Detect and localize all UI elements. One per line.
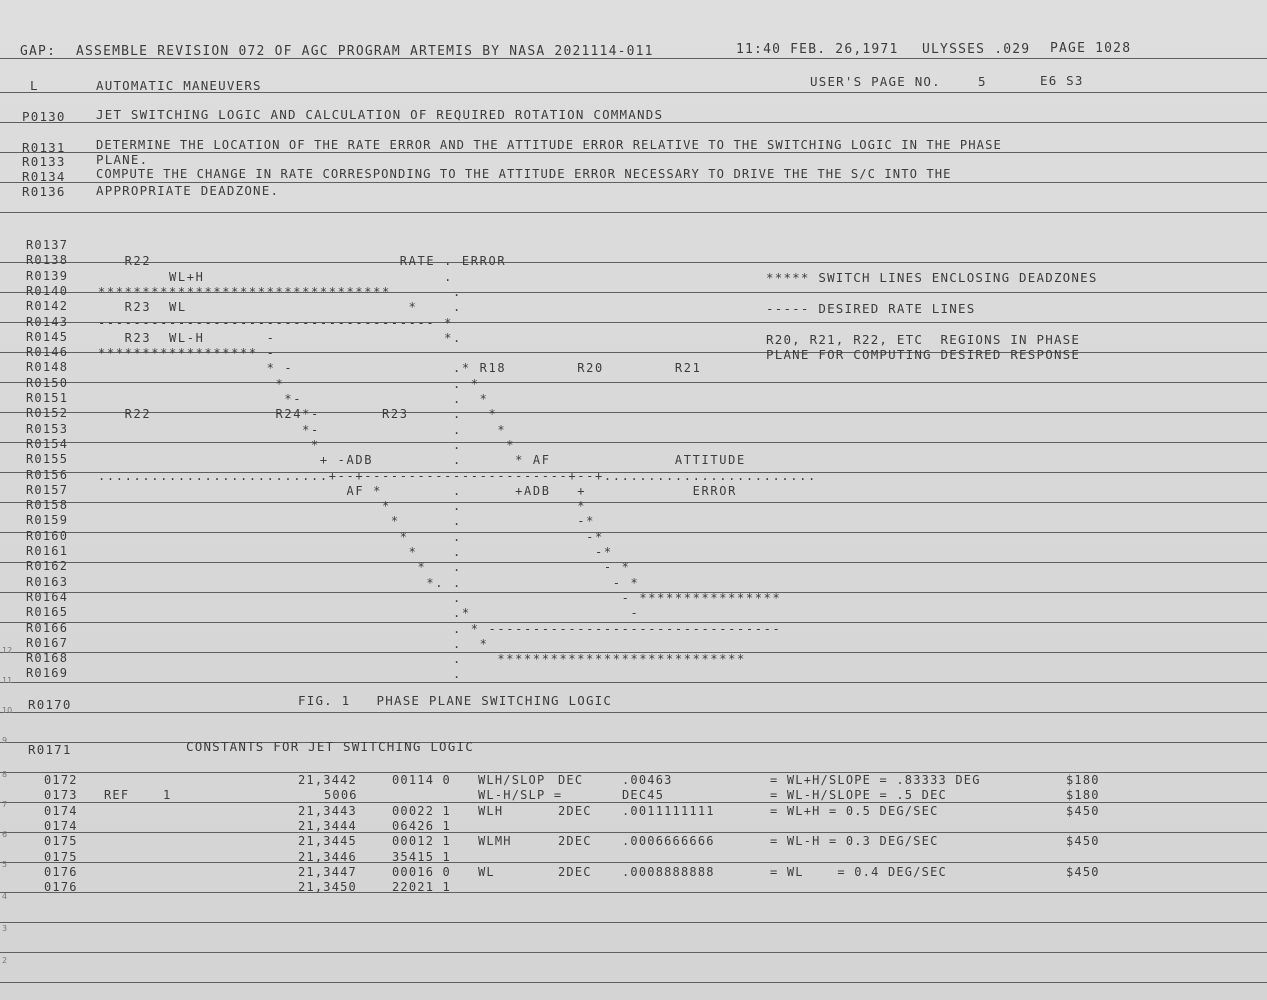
margin-mark: 5	[2, 860, 8, 869]
table-comment: = WL+H/SLOPE = .83333 DEG	[770, 773, 981, 787]
diagram-row-tag: R0157	[26, 482, 69, 497]
table-op: 2DEC	[558, 834, 592, 849]
table-address: 21,3443	[298, 803, 357, 818]
paper-rule	[0, 982, 1267, 983]
diagram-row-tag: R0151	[26, 391, 69, 405]
table-octal: 06426 1	[392, 818, 451, 833]
table-cost: $450	[1066, 834, 1100, 849]
diagram-row-tag: R0153	[26, 421, 69, 436]
p0130-text: JET SWITCHING LOGIC AND CALCULATION OF REQUIRED ROTATION COMMANDS	[96, 107, 664, 122]
desc-text: DETERMINE THE LOCATION OF THE RATE ERROR AND THE ATTITUDE ERROR RELATIVE TO THE SWITCHING LOGIC IN THE PHASE	[96, 138, 1002, 152]
table-address: 21,3446	[298, 849, 357, 864]
diagram-row-tag: R0145	[26, 329, 69, 344]
diagram-row-tag: R0140	[26, 283, 69, 298]
table-symbol: WL	[478, 864, 495, 879]
table-cost: $180	[1066, 773, 1100, 787]
diagram-row-tag: R0161	[26, 544, 69, 558]
diagram-row-text: *- . *	[98, 392, 489, 406]
diagram-row-tag: R0160	[26, 528, 69, 543]
paper-rule	[0, 922, 1267, 923]
table-address: 21,3445	[298, 834, 357, 849]
table-address: 21,3447	[298, 864, 357, 879]
legend-switch-lines: ***** SWITCH LINES ENCLOSING DEADZONES	[766, 270, 1098, 285]
p0130-tag: P0130	[22, 109, 66, 124]
table-line-number: 0174	[44, 803, 78, 818]
diagram-row-text: * . *	[98, 437, 516, 452]
diagram-row-text: WL+H .	[98, 269, 453, 284]
desc-text: APPROPRIATE DEADZONE.	[96, 183, 280, 198]
diagram-row-tag: R0143	[26, 314, 69, 329]
diagram-row-tag: R0169	[26, 666, 69, 681]
diagram-row-text: . *	[98, 636, 489, 651]
diagram-row-tag: R0159	[26, 513, 69, 528]
margin-mark: 7	[2, 800, 8, 809]
diagram-row-text: *. . - *	[98, 575, 640, 590]
table-cost: $450	[1066, 864, 1100, 879]
users-page-number: 5	[978, 74, 987, 89]
diagram-row-tag: R0154	[26, 436, 69, 451]
diagram-row-text: . ****************************	[98, 652, 746, 667]
diagram-row-tag: R0150	[26, 375, 69, 390]
table-comment: = WL+H = 0.5 DEG/SEC	[770, 803, 939, 818]
constants-tag: R0171	[28, 742, 72, 757]
table-address: 21,3450	[298, 880, 357, 895]
table-octal: 00114 0	[392, 773, 451, 787]
desc-tag: R0131	[22, 140, 66, 155]
margin-mark: 11	[2, 676, 13, 685]
table-value: .00463	[622, 773, 673, 787]
diagram-row-text: R22 RATE . ERROR	[98, 254, 507, 269]
diagram-row-text: R23 WL * .	[98, 300, 462, 315]
margin-mark: 9	[2, 736, 8, 745]
legend-rate-lines: ----- DESIRED RATE LINES	[766, 301, 976, 316]
table-line-number: 0176	[44, 880, 78, 895]
figure-caption: FIG. 1 PHASE PLANE SWITCHING LOGIC	[298, 693, 613, 708]
margin-mark: 4	[2, 892, 8, 901]
table-address: 21,3442	[298, 773, 357, 787]
margin-mark: 10	[2, 706, 13, 715]
table-cost: $450	[1066, 803, 1100, 818]
section-code: E6 S3	[1040, 73, 1084, 88]
paper-rule	[0, 152, 1267, 153]
desc-tag: R0136	[22, 184, 66, 199]
diagram-row-text: * . *	[98, 376, 480, 391]
diagram-row-tag: R0138	[26, 253, 69, 268]
paper-rule	[0, 832, 1267, 833]
diagram-row-text: ********************************* .	[98, 284, 462, 299]
assemble-title: ASSEMBLE REVISION 072 OF AGC PROGRAM ARTEMIS BY NASA 2021114-011	[76, 44, 654, 59]
margin-mark: 3	[2, 924, 8, 933]
ulysses-version: ULYSSES .029	[922, 42, 1031, 57]
table-line-number: 0174	[44, 818, 78, 833]
margin-mark: 2	[2, 956, 8, 965]
diagram-row-text: . * ---------------------------------	[98, 621, 782, 636]
table-op: 2DEC	[558, 864, 592, 879]
paper-rule	[0, 122, 1267, 123]
margin-mark: 6	[2, 830, 8, 839]
diagram-row-text: AF * . +ADB + ERROR	[98, 483, 737, 498]
table-octal: 22021 1	[392, 880, 451, 895]
paper-rule	[0, 712, 1267, 713]
diagram-row-text: * . -*	[98, 545, 613, 559]
table-line-number: 0175	[44, 849, 78, 864]
diagram-row-text: -------------------------------------- *	[98, 315, 453, 330]
paper-rule	[0, 952, 1267, 953]
desc-tag: R0133	[22, 154, 66, 169]
legend-regions-cont: PLANE FOR COMPUTING DESIRED RESPONSE	[766, 347, 1081, 362]
table-octal: 35415 1	[392, 849, 451, 864]
table-comment: = WL-H/SLOPE = .5 DEC	[770, 788, 947, 803]
diagram-row-tag: R0148	[26, 360, 69, 375]
table-op: 2DEC	[558, 803, 592, 818]
table-line-number: 0172	[44, 773, 78, 787]
diagram-row-text: .* -	[98, 606, 640, 621]
table-octal: 00012 1	[392, 834, 451, 849]
section-title: AUTOMATIC MANEUVERS	[96, 78, 262, 93]
diagram-row-tag: R0165	[26, 605, 69, 620]
diagram-row-text: * . -*	[98, 529, 604, 544]
diagram-row-text: ****************** -	[98, 346, 276, 361]
paper-rule	[0, 862, 1267, 863]
table-line-number: 0175	[44, 834, 78, 849]
table-line-number: 0176	[44, 864, 78, 879]
desc-text: COMPUTE THE CHANGE IN RATE CORRESPONDING TO THE ATTITUDE ERROR NECESSARY TO DRIVE THE THE S/C INTO THE	[96, 167, 952, 181]
diagram-row-text: + -ADB . * AF ATTITUDE	[98, 453, 746, 468]
table-symbol: WLH	[478, 803, 504, 818]
diagram-row-tag: R0162	[26, 559, 69, 574]
diagram-row-text: R23 WL-H - *.	[98, 330, 462, 345]
diagram-row-tag: R0164	[26, 589, 69, 604]
diagram-row-text: * . - *	[98, 560, 631, 575]
table-comment: = WL-H = 0.3 DEG/SEC	[770, 834, 939, 849]
gap-label: GAP:	[20, 44, 57, 59]
diagram-row-tag: R0152	[26, 406, 69, 421]
print-time-date: 11:40 FEB. 26,1971	[736, 42, 899, 57]
figure-tag: R0170	[28, 697, 72, 712]
diagram-row-text: * . *	[98, 499, 587, 514]
diagram-row-tag: R0167	[26, 635, 69, 650]
table-symbol: WL-H/SLP =	[478, 788, 563, 803]
paper-rule	[0, 682, 1267, 683]
diagram-row-tag: R0168	[26, 651, 69, 666]
diagram-row-text: * . -*	[98, 514, 595, 529]
diagram-row-text: *- . *	[98, 422, 507, 437]
table-value: .0011111111	[622, 803, 715, 818]
diagram-row-tag: R0155	[26, 452, 69, 467]
diagram-row-text: * - .* R18 R20 R21	[98, 361, 702, 376]
diagram-row-tag: R0137	[26, 238, 69, 252]
diagram-row-text: ..........................+--+-----------------------+--+........................	[98, 468, 817, 483]
table-comment: = WL = 0.4 DEG/SEC	[770, 864, 947, 879]
diagram-row-text: . - ****************	[98, 590, 782, 605]
margin-mark: 12	[2, 646, 13, 655]
diagram-row-tag: R0158	[26, 498, 69, 513]
diagram-row-text: R22 R24*- R23 . *	[98, 407, 498, 422]
users-page-label: USER'S PAGE NO.	[810, 74, 941, 89]
table-line-number: 0173	[44, 788, 78, 803]
diagram-row-tag: R0146	[26, 345, 69, 360]
page-number: PAGE 1028	[1050, 41, 1132, 56]
table-address: 21,3444	[298, 818, 357, 833]
constants-title: CONSTANTS FOR JET SWITCHING LOGIC	[186, 739, 474, 754]
diagram-row-tag: R0163	[26, 574, 69, 589]
diagram-row-tag: R0139	[26, 268, 69, 283]
legend-regions: R20, R21, R22, ETC REGIONS IN PHASE	[766, 332, 1081, 347]
table-octal: 00016 0	[392, 864, 451, 879]
paper-rule	[0, 212, 1267, 213]
diagram-row-text: .	[98, 667, 462, 682]
table-octal: 00022 1	[392, 803, 451, 818]
margin-mark: 8	[2, 770, 8, 779]
line-l-tag: L	[30, 78, 39, 93]
table-value: .0008888888	[622, 864, 715, 879]
desc-tag: R0134	[22, 169, 66, 184]
table-address: 5006	[324, 788, 358, 803]
table-symbol: WLMH	[478, 834, 512, 849]
table-value: DEC45	[622, 788, 665, 803]
table-ref: REF 1	[104, 788, 172, 803]
diagram-row-tag: R0156	[26, 467, 69, 482]
diagram-row-tag: R0142	[26, 299, 69, 314]
diagram-row-tag: R0166	[26, 620, 69, 635]
table-symbol: WLH/SLOP	[478, 773, 546, 787]
table-cost: $180	[1066, 788, 1100, 803]
table-value: .0006666666	[622, 834, 715, 849]
table-op: DEC	[558, 773, 584, 787]
paper-rule	[0, 892, 1267, 893]
desc-text: PLANE.	[96, 152, 149, 167]
